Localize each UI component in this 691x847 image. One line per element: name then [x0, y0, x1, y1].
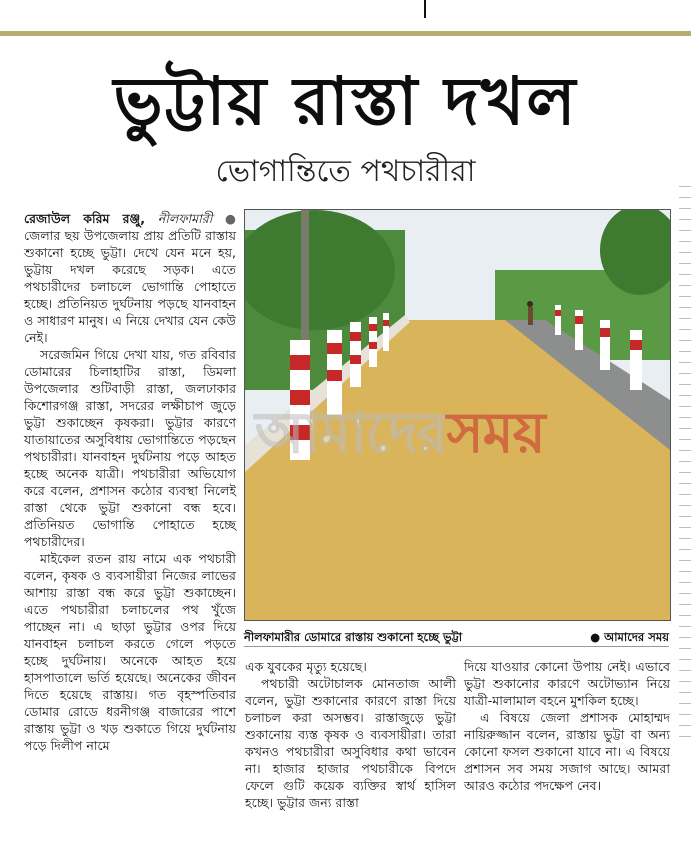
post-stripe [350, 355, 361, 364]
paragraph: এক যুবকের মৃত্যু হয়েছে। [245, 659, 367, 674]
post-stripe [327, 370, 342, 381]
top-rule [0, 31, 691, 36]
post-stripe [383, 320, 389, 326]
paragraph: সরেজমিন গিয়ে দেখা যায়, গত রবিবার ডোমারের চিলাহাটির রাস্তা, ডিমলা উপজেলার শুটিবাড়ী রাস্তা, জলঢাকার কিশোরগঞ্জ রাস্তা, সদরের লক্ষীচাপ জুড়ে ভুট্টা শুকাচ্ছেন কৃষকরা। ভুট্টার কারণে যাতায়াতের অসুবিধায় ভোগান্তিতে পড়ছেন পথচারীরা। যানবাহন দুর্ঘটনায় পড়ে আহত হচ্ছে অনেক যাত্রী। পথচারীরা অভিযোগ করে বলেন, প্রশাসন কঠোর ব্যবস্থা নিলেই রাস্তা থেকে ভুট্টা শুকানো বন্ধ হবে। প্রতিনিয়ত ভোগান্তি পোহাতে হচ্ছে পথচারীদের। [24, 347, 236, 549]
subheadline: ভোগান্তিতে পথচারীরা [215, 154, 476, 189]
photo-caption-bar [244, 626, 669, 647]
photo-post-3 [350, 322, 361, 387]
post-stripe [327, 343, 342, 354]
photo-person [528, 307, 533, 325]
newspaper-watermark [200, 390, 600, 484]
photo-person-head [527, 301, 533, 307]
photo-post-right-3 [600, 320, 610, 370]
photo-post-5 [383, 313, 389, 351]
byline-place: নীলফামারী [157, 211, 213, 226]
byline-paragraph [24, 210, 236, 346]
paragraph: পথচারী অটোচালক মোনতাজ আলী বলেন, ভুট্টা শুকানোর কারণে রাস্তা দিয়ে চলাচল করা অসম্ভব। রাস্তাজুড়ে ভুট্টা শুকানোয় ব্যস্ত কৃষক ও ব্যবসায়ীরা। তারা কখনও পথচারীরা অসুবিধার কথা ভাবেন না। হাজার হাজার পথচারীকে বিপদে ফেলে গুটি কয়েক ব্যক্তির স্বার্থ হাসিল হচ্ছে। ভুট্টার জন্য রাস্তা [245, 676, 456, 810]
article-column-2 [245, 658, 456, 811]
byline-name: রেজাউল করিম রঞ্জু, [24, 211, 146, 226]
adjacent-article-edge [679, 180, 691, 740]
post-stripe [630, 340, 642, 350]
post-stripe [555, 310, 561, 316]
paragraph: মাইকেল রতন রায় নামে এক পথচারী বলেন, কৃষক ও ব্যবসায়ীরা নিজের লাভের আশায় রাস্তা বন্ধ করে ভুট্টা শুকাচ্ছেন। এতে পথচারীরা চলাচলের পথ খুঁজে পাচ্ছেন না। এ ছাড়া ভুট্টার ওপর দিয়ে যানবাহন চলাচল করতে গেলে পড়তে হচ্ছে দুর্ঘটনায়। অনেকে আহত হয়ে হাসপাতালে ভর্তি হয়েছে। অনেকের জীবন দিতে হয়েছে রাস্তায়। গত বৃহস্পতিবার ডোমার রোডে ধরনীগঞ্জ বাজারের পাশে রাস্তায় ভুট্টা ও খড় শুকাতে গিয়ে দুর্ঘটনায় পড়ে দিলীপ নামে [24, 551, 236, 753]
photo-post-right-1 [555, 305, 561, 335]
post-stripe [369, 342, 377, 349]
top-tick-mark [424, 0, 426, 18]
article-column-3 [464, 658, 670, 794]
photo-credit: ● আমাদের সময় [590, 630, 669, 644]
post-stripe [290, 355, 310, 370]
byline-bullet: ● [225, 211, 236, 226]
paragraph: জেলার ছয় উপজেলায় প্রায় প্রতিটি রাস্তায় শুকানো হচ্ছে ভুট্টা। দেখে যেন মনে হয়, ভুট্টায় দখল করেছে সড়ক। এতে পথচারীদের চলাচলে ভোগান্তি পোহাতে হচ্ছে। প্রতিনিয়ত দুর্ঘটনায় পড়ছে যানবাহন ও সাধারণ মানুষ। এ নিয়ে দেখার যেন কেউ নেই। [24, 228, 236, 345]
photo-pole [301, 210, 309, 350]
paragraph: এ বিষয়ে জেলা প্রশাসক মোহাম্মদ নায়িরুজ্জান বলেন, রাস্তায় ভুট্টা বা অন্য কোনো ফসল শুকানো যাবে না। এ বিষয়ে প্রশাসন সব সময় সজাগ আছে। আমরা আরও কঠোর পদক্ষেপ নেব। [464, 710, 670, 793]
photo-caption: নীলফামারীর ডোমারে রাস্তায় শুকানো হচ্ছে ভুট্টা [244, 630, 463, 644]
post-stripe [350, 332, 361, 341]
watermark-part-2: সময় [446, 401, 545, 466]
post-stripe [575, 316, 583, 324]
post-stripe [369, 324, 377, 331]
paragraph: দিয়ে যাওয়ার কোনো উপায় নেই। এভাবে ভুট্টা শুকানোর কারণে অটোভ্যান নিয়ে যাত্রী-মালামাল বহনে মুশকিল হচ্ছে। [464, 659, 670, 708]
watermark-part-1: আমাদের [255, 401, 447, 466]
headline: ভুট্টায় রাস্তা দখল [113, 63, 578, 140]
photo-post-right-4 [630, 330, 642, 390]
post-stripe [600, 328, 610, 337]
